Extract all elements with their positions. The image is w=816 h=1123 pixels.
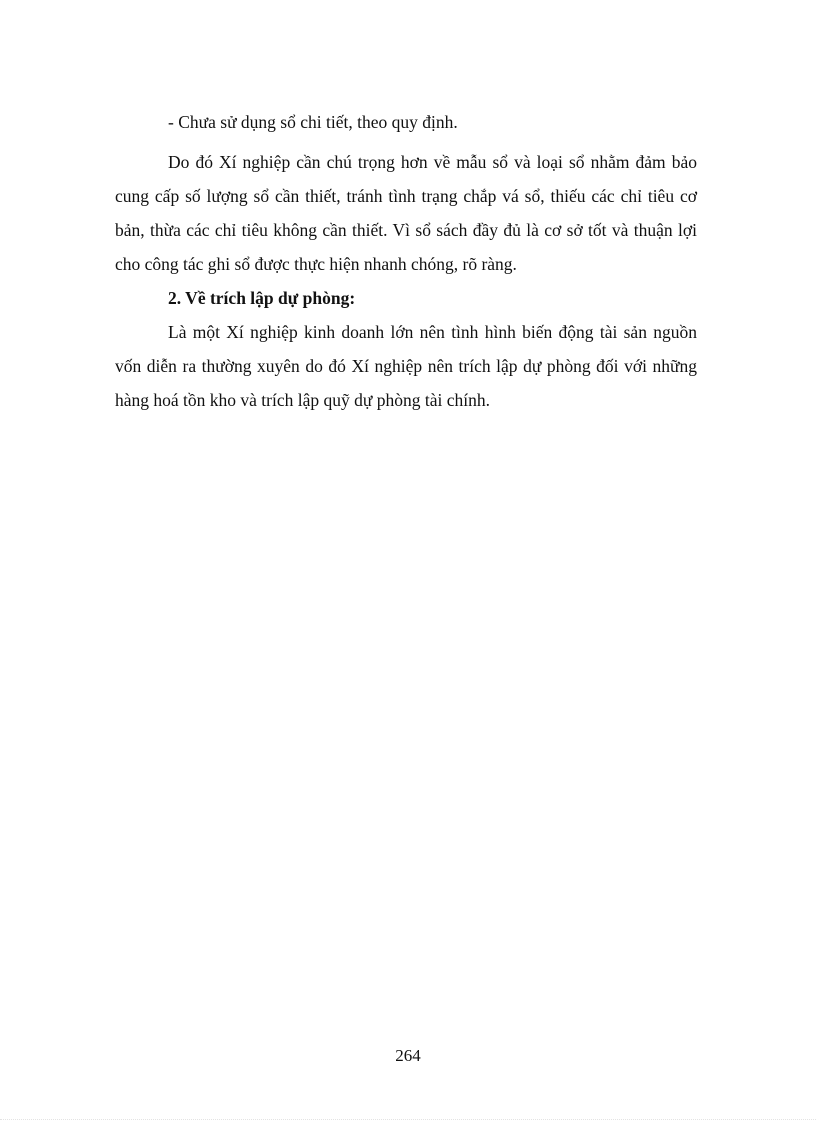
section-heading: 2. Về trích lập dự phòng:	[168, 288, 356, 308]
page-number: 264	[395, 1046, 421, 1065]
page-bottom-divider	[0, 1119, 816, 1120]
section-paragraph: Là một Xí nghiệp kinh doanh lớn nên tình hình biến động tài sản nguồn vốn diễn ra thường xuyên do đó Xí nghiệp nên trích lập dự phòng đối với những hàng hoá tồn kho và trích lập quỹ dự phòng tài chính.	[115, 322, 697, 410]
bullet-paragraph: - Chưa sử dụng sổ chi tiết, theo quy định.	[168, 112, 458, 132]
body-text	[115, 105, 697, 417]
body-paragraph: Do đó Xí nghiệp cần chú trọng hơn về mẫu sổ và loại sổ nhằm đảm bảo cung cấp số lượng sổ cần thiết, tránh tình trạng chắp vá sổ, thiếu các chỉ tiêu cơ bản, thừa các chỉ tiêu không cần thiết. Vì sổ sách đầy đủ là cơ sở tốt và thuận lợi cho công tác ghi sổ được thực hiện nhanh chóng, rõ ràng.	[115, 152, 697, 274]
